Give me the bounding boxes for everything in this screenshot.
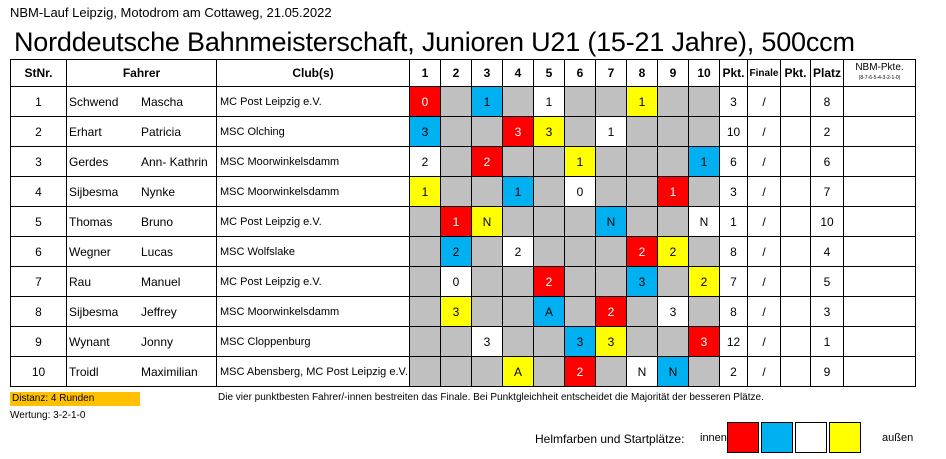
heat-cell-8: 1 [627,87,658,117]
rider-firstname: Nynke [141,184,176,199]
finale-cell: / [748,117,781,147]
stnr-cell: 4 [11,177,67,207]
pkt-cell: 12 [720,327,748,357]
heat-cell-3 [472,177,503,207]
helm-legend-label: Helmfarben und Startplätze: [535,432,685,446]
finale-cell: / [748,297,781,327]
rider-lastname: Schwend [69,94,119,109]
pkt-cell: 10 [720,117,748,147]
heat-cell-10 [689,357,720,387]
table-row [11,207,916,237]
col-finale: Finale [748,60,781,87]
platz-cell: 4 [811,237,844,267]
col-nbm [844,60,916,87]
heat-cell-3: N [472,207,503,237]
pkt-cell: 8 [720,297,748,327]
pkt2-cell [781,177,811,207]
heat-cell-10 [689,237,720,267]
club-cell: MSC Cloppenburg [217,327,410,357]
nbm-cell [844,177,916,207]
heat-cell-6: 3 [565,327,596,357]
club-cell: MSC Abensberg, MC Post Leipzig e.V. [217,357,410,387]
fahrer-cell [67,117,217,147]
fahrer-cell [67,207,217,237]
heat-cell-8 [627,297,658,327]
col-club: Club(s) [217,60,410,87]
col-heat-10: 10 [689,60,720,87]
club-cell: MSC Moorwinkelsdamm [217,177,410,207]
heat-cell-7 [596,357,627,387]
col-nbm-sub: (8-7-6-5-4-3-2-1-0) [858,75,901,81]
heat-cell-4: 1 [503,177,534,207]
results-table [10,59,916,387]
rider-firstname: Manuel [141,274,181,289]
pkt2-cell [781,267,811,297]
heat-cell-5: 2 [534,267,565,297]
rider-lastname: Wegner [69,244,111,259]
heat-cell-4 [503,297,534,327]
nbm-cell [844,327,916,357]
col-heat-6: 6 [565,60,596,87]
fahrer-cell [67,87,217,117]
platz-cell: 2 [811,117,844,147]
heat-cell-3: 2 [472,147,503,177]
heat-cell-7: N [596,207,627,237]
heat-cell-4: 2 [503,237,534,267]
heat-cell-9: N [658,357,689,387]
heat-cell-10 [689,117,720,147]
heat-cell-10: N [689,207,720,237]
pkt-cell: 3 [720,177,748,207]
heat-cell-6 [565,267,596,297]
distanz-label: Distanz: 4 Runden [10,392,140,406]
heat-cell-7 [596,87,627,117]
club-cell: MSC Wolfslake [217,237,410,267]
stnr-cell: 3 [11,147,67,177]
rider-firstname: Jeffrey [141,304,177,319]
pkt2-cell [781,117,811,147]
heat-cell-1 [410,357,441,387]
stnr-cell: 6 [11,237,67,267]
fahrer-cell [67,297,217,327]
heat-cell-2 [441,357,472,387]
heat-cell-7 [596,177,627,207]
fahrer-cell [67,237,217,267]
table-row [11,297,916,327]
helm-swatch-white [795,422,827,453]
stnr-cell: 1 [11,87,67,117]
heat-cell-6 [565,297,596,327]
nbm-cell [844,207,916,237]
pkt-cell: 3 [720,87,748,117]
heat-cell-6 [565,207,596,237]
club-cell: MSC Moorwinkelsdamm [217,147,410,177]
heat-cell-2 [441,327,472,357]
heat-cell-7 [596,147,627,177]
heat-cell-6: 1 [565,147,596,177]
event-subtitle: NBM-Lauf Leipzig, Motodrom am Cottaweg, 21.05.2022 [10,5,332,20]
heat-cell-1 [410,237,441,267]
heat-cell-6 [565,117,596,147]
col-nbm-label: NBM-Pkte. [855,62,904,73]
finale-cell: / [748,267,781,297]
heat-cell-2: 1 [441,207,472,237]
heat-cell-5 [534,327,565,357]
platz-cell: 8 [811,87,844,117]
rider-lastname: Wynant [69,334,110,349]
rider-rows [11,87,916,387]
heat-cell-2: 2 [441,237,472,267]
col-heat-3: 3 [472,60,503,87]
table-row [11,237,916,267]
fahrer-cell [67,177,217,207]
helm-swatch-red [727,422,759,453]
platz-cell: 10 [811,207,844,237]
stnr-cell: 10 [11,357,67,387]
club-cell: MC Post Leipzig e.V. [217,267,410,297]
heat-cell-8: 2 [627,237,658,267]
finale-note: Die vier punktbesten Fahrer/-innen bestreiten das Finale. Bei Punktgleichheit entscheidet die Majorität der besseren Plätze. [218,392,764,403]
pkt2-cell [781,147,811,177]
heat-cell-3 [472,357,503,387]
col-platz: Platz [811,60,844,87]
col-heat-2: 2 [441,60,472,87]
stnr-cell: 5 [11,207,67,237]
heat-cell-5: 1 [534,87,565,117]
heat-cell-9 [658,267,689,297]
rider-lastname: Gerdes [69,154,109,169]
heat-cell-8 [627,117,658,147]
finale-cell: / [748,147,781,177]
heat-cell-1: 0 [410,87,441,117]
fahrer-cell [67,147,217,177]
nbm-cell [844,357,916,387]
heat-cell-5 [534,177,565,207]
platz-cell: 9 [811,357,844,387]
heat-cell-10 [689,297,720,327]
rider-lastname: Erhart [69,124,102,139]
platz-cell: 6 [811,147,844,177]
table-row [11,327,916,357]
rider-lastname: Sijbesma [69,184,119,199]
heat-cell-8: 3 [627,267,658,297]
heat-cell-9 [658,87,689,117]
heat-cell-2: 0 [441,267,472,297]
helm-swatch-blue [761,422,793,453]
page-title: Norddeutsche Bahnmeisterschaft, Junioren U21 (15-21 Jahre), 500ccm [14,27,855,57]
club-cell: MSC Moorwinkelsdamm [217,297,410,327]
heat-cell-5 [534,237,565,267]
heat-cell-3 [472,237,503,267]
heat-cell-5 [534,207,565,237]
heat-cell-5: 3 [534,117,565,147]
heat-cell-9 [658,147,689,177]
heat-cell-10: 2 [689,267,720,297]
helm-innen-label: innen [700,432,727,444]
heat-cell-4 [503,267,534,297]
finale-cell: / [748,207,781,237]
heat-cell-9: 1 [658,177,689,207]
heat-cell-6 [565,237,596,267]
heat-cell-8 [627,327,658,357]
pkt2-cell [781,327,811,357]
heat-cell-7 [596,237,627,267]
nbm-cell [844,237,916,267]
col-pkt2: Pkt. [781,60,811,87]
rider-firstname: Ann- Kathrin [141,154,208,169]
heat-cell-8 [627,147,658,177]
heat-cell-1: 1 [410,177,441,207]
nbm-cell [844,267,916,297]
heat-cell-10: 3 [689,327,720,357]
nbm-cell [844,117,916,147]
club-cell: MSC Olching [217,117,410,147]
platz-cell: 1 [811,327,844,357]
heat-cell-1 [410,207,441,237]
helm-swatch-yellow [829,422,861,453]
pkt2-cell [781,87,811,117]
platz-cell: 3 [811,297,844,327]
finale-cell: / [748,327,781,357]
heat-cell-4 [503,87,534,117]
fahrer-cell [67,267,217,297]
heat-cell-2 [441,117,472,147]
heat-cell-4 [503,147,534,177]
heat-cell-7: 2 [596,297,627,327]
heat-cell-4 [503,207,534,237]
club-cell: MC Post Leipzig e.V. [217,207,410,237]
heat-cell-4: 3 [503,117,534,147]
heat-cell-10: 1 [689,147,720,177]
heat-cell-9 [658,207,689,237]
heat-cell-6: 2 [565,357,596,387]
platz-cell: 7 [811,177,844,207]
heat-cell-4 [503,327,534,357]
wertung-label: Wertung: 3-2-1-0 [10,410,86,421]
rider-firstname: Maximilian [141,364,198,379]
pkt2-cell [781,357,811,387]
heat-cell-3: 1 [472,87,503,117]
platz-cell: 5 [811,267,844,297]
heat-cell-2: 3 [441,297,472,327]
nbm-cell [844,147,916,177]
heat-cell-5: A [534,297,565,327]
heat-cell-1 [410,267,441,297]
col-fahrer: Fahrer [67,60,217,87]
finale-cell: / [748,237,781,267]
header-row [11,60,916,87]
stnr-cell: 8 [11,297,67,327]
finale-cell: / [748,177,781,207]
rider-firstname: Lucas [141,244,174,259]
col-heat-9: 9 [658,60,689,87]
heat-cell-10 [689,177,720,207]
fahrer-cell [67,327,217,357]
heat-cell-3 [472,117,503,147]
rider-firstname: Jonny [141,334,174,349]
col-heat-1: 1 [410,60,441,87]
col-heat-8: 8 [627,60,658,87]
pkt-cell: 1 [720,207,748,237]
heat-cell-6: 0 [565,177,596,207]
heat-cell-2 [441,147,472,177]
heat-cell-5 [534,147,565,177]
stnr-cell: 2 [11,117,67,147]
heat-cell-6 [565,87,596,117]
pkt2-cell [781,297,811,327]
rider-lastname: Sijbesma [69,304,119,319]
pkt-cell: 7 [720,267,748,297]
heat-cell-7: 3 [596,327,627,357]
nbm-cell [844,87,916,117]
heat-cell-9: 2 [658,237,689,267]
helm-aussen-label: außen [882,432,914,444]
heat-cell-8: N [627,357,658,387]
heat-cell-1: 2 [410,147,441,177]
rider-lastname: Rau [69,274,92,289]
rider-firstname: Mascha [141,94,184,109]
rider-firstname: Bruno [141,214,174,229]
col-heat-5: 5 [534,60,565,87]
rider-firstname: Patricia [141,124,182,139]
heat-cell-3 [472,267,503,297]
pkt-cell: 8 [720,237,748,267]
heat-cell-5 [534,357,565,387]
heat-cell-10 [689,87,720,117]
heat-cell-7: 1 [596,117,627,147]
table-row [11,147,916,177]
heat-cell-8 [627,207,658,237]
heat-cell-3 [472,297,503,327]
finale-cell: / [748,87,781,117]
table-row [11,87,916,117]
table-row [11,117,916,147]
heat-cell-4: A [503,357,534,387]
col-heat-4: 4 [503,60,534,87]
heat-cell-7 [596,267,627,297]
heat-cell-1 [410,327,441,357]
heat-cell-9 [658,117,689,147]
pkt-cell: 2 [720,357,748,387]
heat-cell-9: 3 [658,297,689,327]
pkt2-cell [781,237,811,267]
table-row [11,267,916,297]
heat-cell-3: 3 [472,327,503,357]
heat-cell-2 [441,177,472,207]
pkt-cell: 6 [720,147,748,177]
heat-cell-8 [627,177,658,207]
stnr-cell: 9 [11,327,67,357]
col-heat-7: 7 [596,60,627,87]
rider-lastname: Troidl [69,364,99,379]
stnr-cell: 7 [11,267,67,297]
col-stnr: StNr. [11,60,67,87]
nbm-cell [844,297,916,327]
table-row [11,177,916,207]
heat-cell-1: 3 [410,117,441,147]
heat-cell-2 [441,87,472,117]
pkt2-cell [781,207,811,237]
fahrer-cell [67,357,217,387]
heat-cell-1 [410,297,441,327]
table-row [11,357,916,387]
col-pkt: Pkt. [720,60,748,87]
heat-cell-9 [658,327,689,357]
rider-lastname: Thomas [69,214,113,229]
club-cell: MC Post Leipzig e.V. [217,87,410,117]
finale-cell: / [748,357,781,387]
